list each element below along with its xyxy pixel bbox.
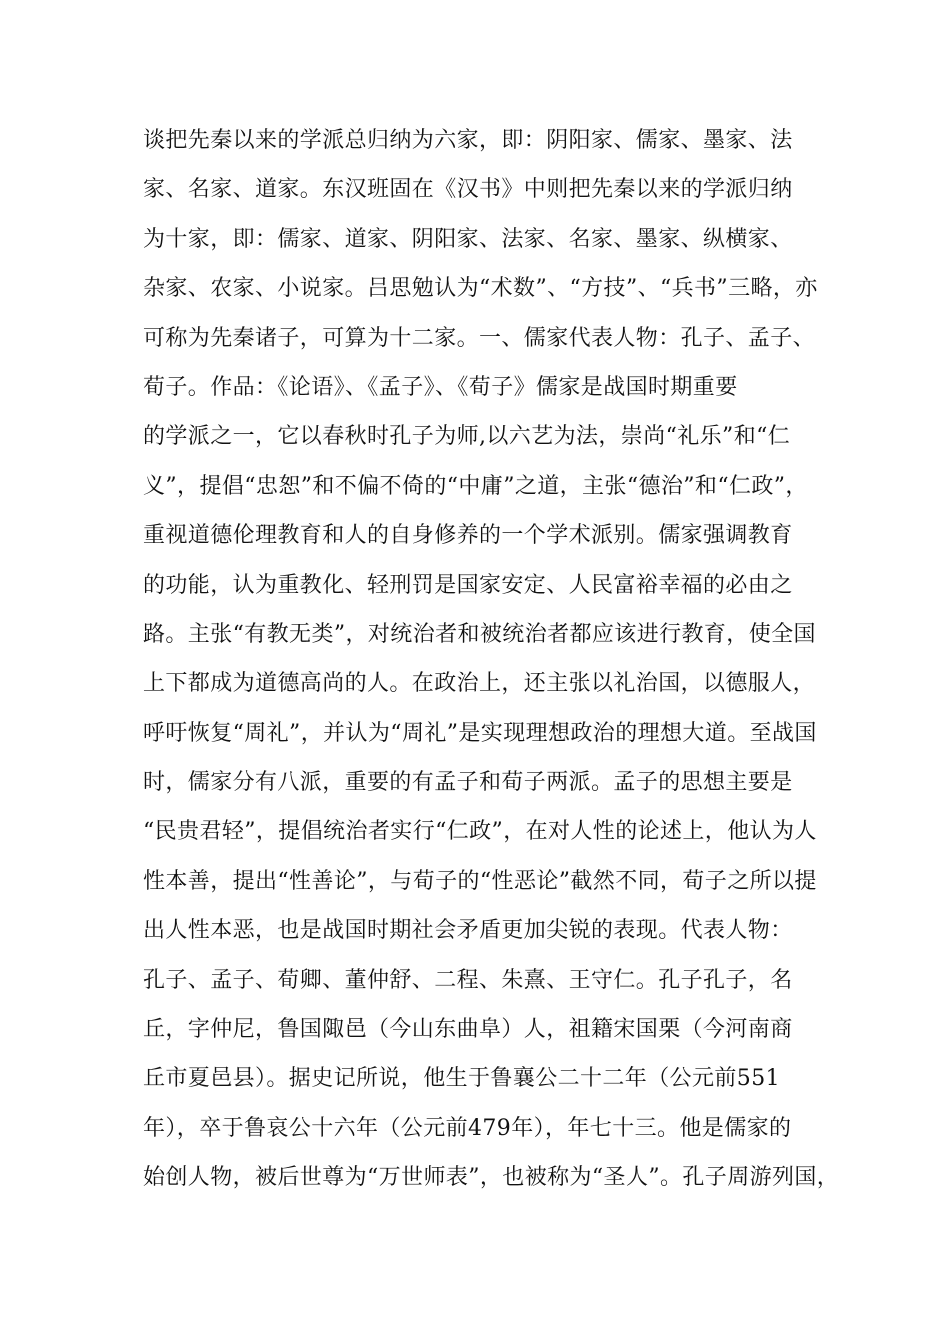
text-line: 年），卒于鲁哀公十六年（公元前479年），年七十三。他是儒家的: [143, 1115, 792, 1141]
text-line: 丘，字仲尼，鲁国陬邑（今山东曲阜）人，祖籍宋国栗（今河南商: [143, 1017, 793, 1043]
text-line: “民贵君轻”，提倡统治者实行“仁政”，在对人性的论述上，他认为人: [143, 819, 817, 845]
text-line: 孔子、孟子、荀卿、董仲舒、二程、朱熹、王守仁。孔子孔子，名: [143, 967, 793, 993]
text-line: 性本善，提出“性善论”，与荀子的“性恶论”截然不同，荀子之所以提: [143, 868, 817, 894]
text-line: 路。主张“有教无类”，对统治者和被统治者都应该进行教育，使全国: [143, 621, 816, 647]
text-line: 谈把先秦以来的学派总归纳为六家，即：阴阳家、儒家、墨家、法: [143, 128, 793, 153]
text-line: 重视道德伦理教育和人的自身修养的一个学术派别。儒家强调教育: [143, 523, 793, 549]
text-line: 可称为先秦诸子，可算为十二家。一、儒家代表人物：孔子、孟子、: [143, 325, 816, 351]
text-line: 丘市夏邑县）。据史记所说，他生于鲁襄公二十二年（公元前551: [143, 1066, 780, 1092]
text-line: 上下都成为道德高尚的人。在政治上，还主张以礼治国，以德服人，: [143, 671, 816, 697]
text-line: 出人性本恶，也是战国时期社会矛盾更加尖锐的表现。代表人物：: [143, 918, 793, 944]
text-line: 义”，提倡“忠恕”和不偏不倚的“中庸”之道，主张“德治”和“仁政”，: [143, 473, 808, 499]
text-line: 的学派之一，它以春秋时孔子为师,以六艺为法，崇尚“礼乐”和“仁: [143, 424, 791, 450]
text-line: 呼吁恢复“周礼”，并认为“周礼”是实现理想政治的理想大道。至战国: [143, 720, 817, 746]
text-line: 为十家，即：儒家、道家、阴阳家、法家、名家、墨家、纵横家、: [143, 226, 793, 252]
text-line: 始创人物，被后世尊为“万世师表”，也被称为“圣人”。孔子周游列国，: [143, 1165, 840, 1191]
text-line: 荀子。作品：《论语》、《孟子》、《荀子》儒家是战国时期重要: [143, 374, 738, 400]
text-line: 杂家、农家、小说家。吕思勉认为“术数”、“方技”、“兵书”三略，亦: [143, 276, 818, 302]
text-line: 的功能，认为重教化、轻刑罚是国家安定、人民富裕幸福的必由之: [143, 572, 793, 598]
text-line: 时，儒家分有八派，重要的有孟子和荀子两派。孟子的思想主要是: [143, 770, 793, 796]
body-text: [143, 116, 840, 1203]
text-line: 家、名家、道家。东汉班固在《汉书》中则把先秦以来的学派归纳: [143, 177, 793, 203]
